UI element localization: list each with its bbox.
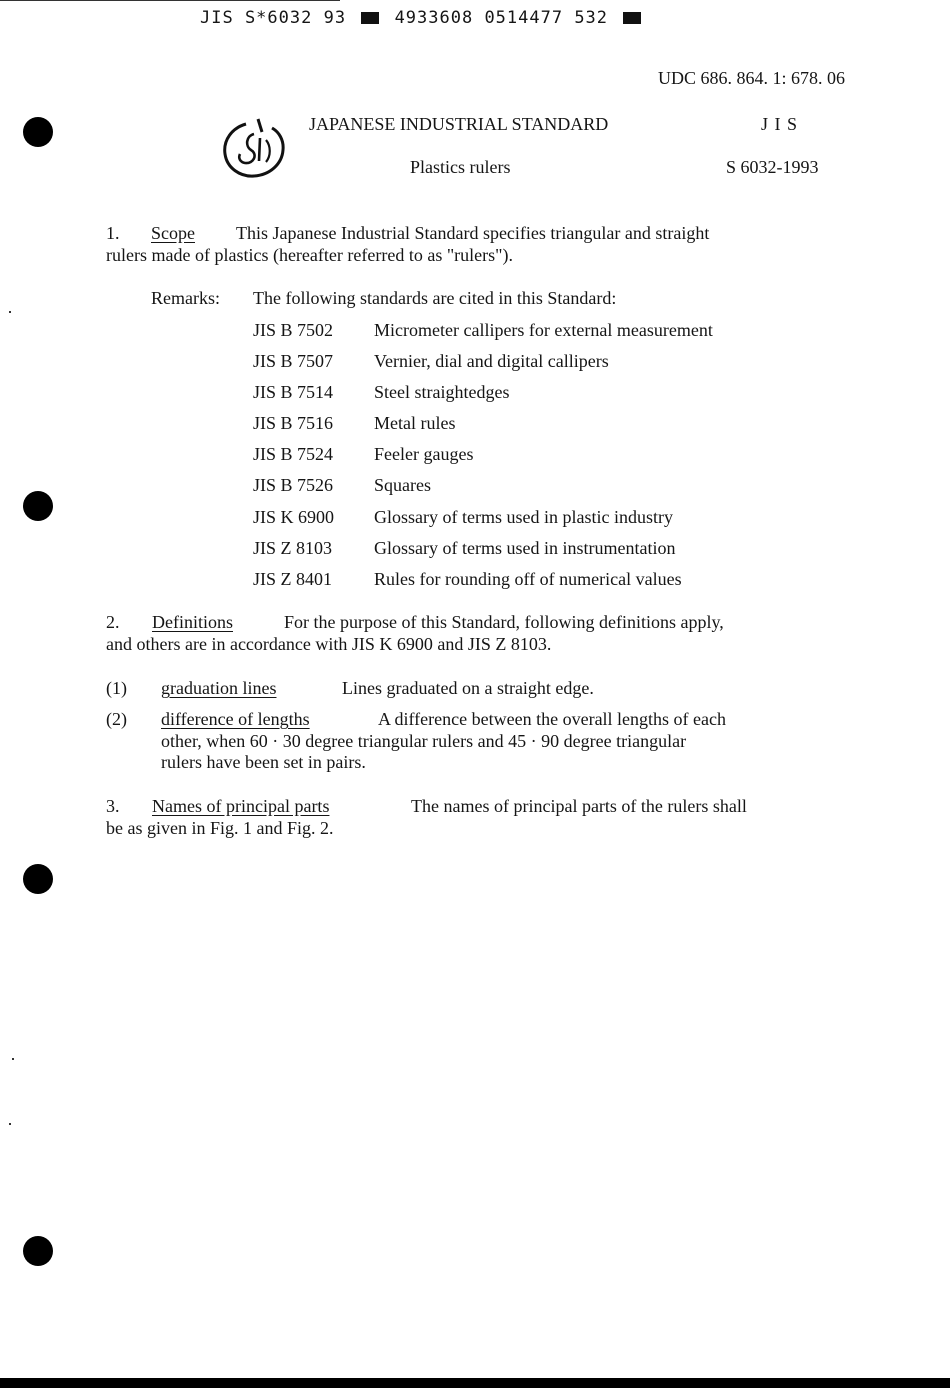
- scope-number: 1.: [106, 223, 120, 243]
- reference-code: JIS Z 8103: [253, 538, 333, 558]
- scope-heading: Scope: [151, 223, 195, 243]
- reference-code: JIS K 6900: [253, 507, 335, 527]
- definition-text: other, when 60 · 30 degree triangular rulers and 45 · 90 degree triangular: [161, 731, 687, 751]
- scan-speck: [12, 1058, 14, 1060]
- reference-title: Metal rules: [374, 413, 456, 433]
- reference-code: JIS B 7502: [253, 320, 334, 340]
- header-code: [200, 8, 645, 28]
- reference-code: JIS B 7507: [253, 351, 334, 371]
- punch-hole: [23, 117, 53, 147]
- udc-number: UDC 686. 864. 1: 678. 06: [657, 68, 845, 88]
- bottom-scan-bar: [0, 1378, 950, 1388]
- punch-hole: [23, 1236, 53, 1266]
- definition-text: rulers have been set in pairs.: [161, 752, 366, 772]
- definitions-number: 2.: [106, 612, 120, 632]
- top-rule: [0, 0, 340, 1]
- jis-label: J I S: [761, 114, 799, 134]
- reference-title: Rules for rounding off of numerical values: [374, 569, 682, 589]
- jis-logo-icon: [218, 116, 290, 182]
- header-code-part1: JIS S*6032 93: [200, 8, 347, 28]
- reference-title: Micrometer callipers for external measurement: [374, 320, 713, 340]
- standard-title: JAPANESE INDUSTRIAL STANDARD: [309, 114, 609, 134]
- principal-parts-line: The names of principal parts of the rulers shall: [411, 796, 747, 816]
- definitions-line: For the purpose of this Standard, following definitions apply,: [284, 612, 724, 632]
- reference-title: Glossary of terms used in plastic industry: [374, 507, 673, 527]
- block-mark: [623, 12, 641, 24]
- definition-text: A difference between the overall lengths of each: [378, 709, 727, 729]
- reference-code: JIS B 7524: [253, 444, 334, 464]
- reference-code: JIS B 7516: [253, 413, 334, 433]
- principal-parts-line: be as given in Fig. 1 and Fig. 2.: [106, 818, 334, 838]
- definitions-line: and others are in accordance with JIS K 6900 and JIS Z 8103.: [106, 634, 552, 654]
- punch-hole: [23, 864, 53, 894]
- reference-title: Glossary of terms used in instrumentation: [374, 538, 676, 558]
- doc-number: S 6032-1993: [726, 157, 819, 177]
- definition-number: (2): [106, 709, 127, 729]
- scan-speck: [9, 1123, 11, 1125]
- scan-speck: [9, 311, 11, 313]
- block-mark: [361, 12, 379, 24]
- definition-text: Lines graduated on a straight edge.: [342, 678, 594, 698]
- definitions-heading: Definitions: [152, 612, 233, 632]
- reference-title: Squares: [374, 475, 431, 495]
- reference-code: JIS B 7526: [253, 475, 334, 495]
- principal-parts-number: 3.: [106, 796, 120, 816]
- punch-hole: [23, 491, 53, 521]
- reference-title: Vernier, dial and digital callipers: [374, 351, 609, 371]
- scope-line: rulers made of plastics (hereafter referred to as "rulers").: [106, 245, 513, 265]
- remarks-intro: The following standards are cited in this Standard:: [253, 288, 617, 308]
- reference-title: Feeler gauges: [374, 444, 474, 464]
- definition-term: difference of lengths: [161, 709, 310, 729]
- principal-parts-heading: Names of principal parts: [152, 796, 330, 816]
- doc-title: Plastics rulers: [410, 157, 511, 177]
- scope-line: This Japanese Industrial Standard specifies triangular and straight: [236, 223, 710, 243]
- definition-number: (1): [106, 678, 127, 698]
- remarks-label: Remarks:: [151, 288, 220, 308]
- reference-code: JIS B 7514: [253, 382, 334, 402]
- header-code-part2: 4933608 0514477 532: [394, 8, 609, 28]
- definition-term: graduation lines: [161, 678, 277, 698]
- reference-code: JIS Z 8401: [253, 569, 333, 589]
- reference-title: Steel straightedges: [374, 382, 510, 402]
